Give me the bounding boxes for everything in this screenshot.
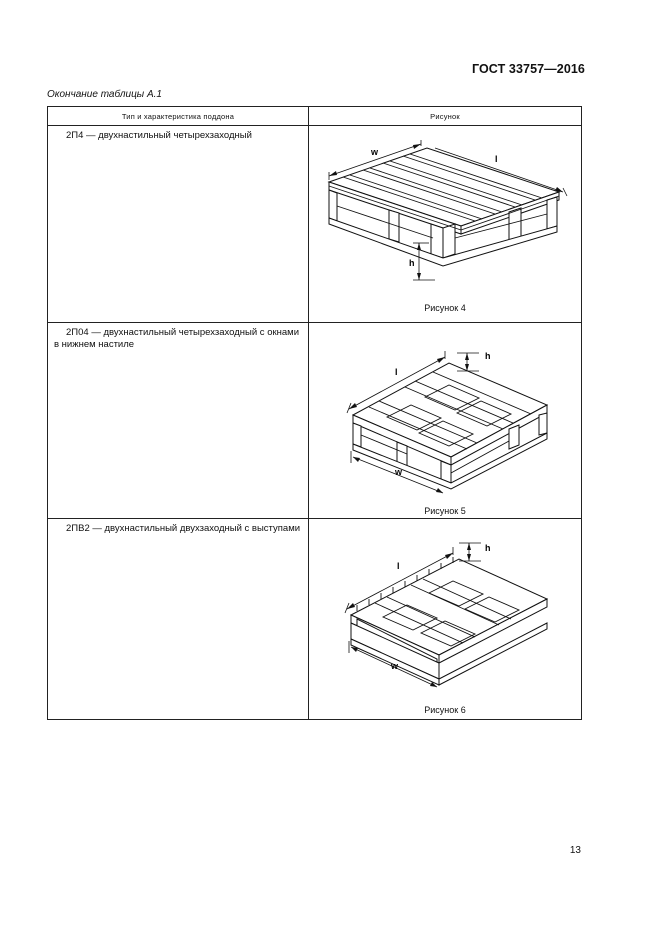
width-dimension-label: w bbox=[391, 661, 399, 671]
table-row bbox=[48, 126, 582, 323]
pallet-windows-drawing bbox=[309, 323, 583, 518]
pallet-description: 2П4 — двухнастильный четырехзаходный bbox=[66, 130, 252, 141]
pallet-figure-cell bbox=[309, 519, 582, 720]
figure-caption: Рисунок 6 bbox=[424, 705, 466, 715]
height-dimension-label: h bbox=[485, 351, 491, 361]
width-dimension-label: w bbox=[371, 147, 379, 157]
pallet-4way-drawing bbox=[309, 126, 583, 322]
pallet-types-table bbox=[47, 106, 582, 720]
length-dimension-label: l bbox=[395, 367, 398, 377]
table-row bbox=[48, 519, 582, 720]
pallet-figure-cell bbox=[309, 126, 582, 323]
figure-caption: Рисунок 5 bbox=[424, 506, 466, 516]
column-header-type: Тип и характеристика поддона bbox=[48, 107, 309, 126]
height-dimension-label: h bbox=[409, 258, 415, 268]
pallet-top-deck bbox=[329, 148, 559, 226]
column-header-figure: Рисунок bbox=[309, 107, 582, 126]
pallet-description-cell bbox=[48, 323, 309, 519]
length-dimension-label: l bbox=[495, 154, 498, 164]
pallet-2way-drawing bbox=[309, 519, 583, 719]
pallet-description-cell bbox=[48, 126, 309, 323]
table-row bbox=[48, 323, 582, 519]
height-dimension-label: h bbox=[485, 543, 491, 553]
pallet-description: 2ПВ2 — двухнастильный двухзаходный с выступами bbox=[66, 523, 301, 534]
length-dimension-label: l bbox=[397, 561, 400, 571]
pallet-description: 2П04 — двухнастильный четырехзаходный с окнами в нижнем настиле bbox=[54, 327, 300, 350]
table-header-row bbox=[48, 107, 582, 126]
standard-number: ГОСТ 33757—2016 bbox=[471, 62, 585, 76]
table-caption: Окончание таблицы А.1 bbox=[47, 89, 162, 100]
page-number: 13 bbox=[569, 845, 581, 856]
width-dimension-label: w bbox=[395, 467, 403, 477]
pallet-figure-cell bbox=[309, 323, 582, 519]
pallet-description-cell bbox=[48, 519, 309, 720]
figure-caption: Рисунок 4 bbox=[424, 303, 466, 313]
